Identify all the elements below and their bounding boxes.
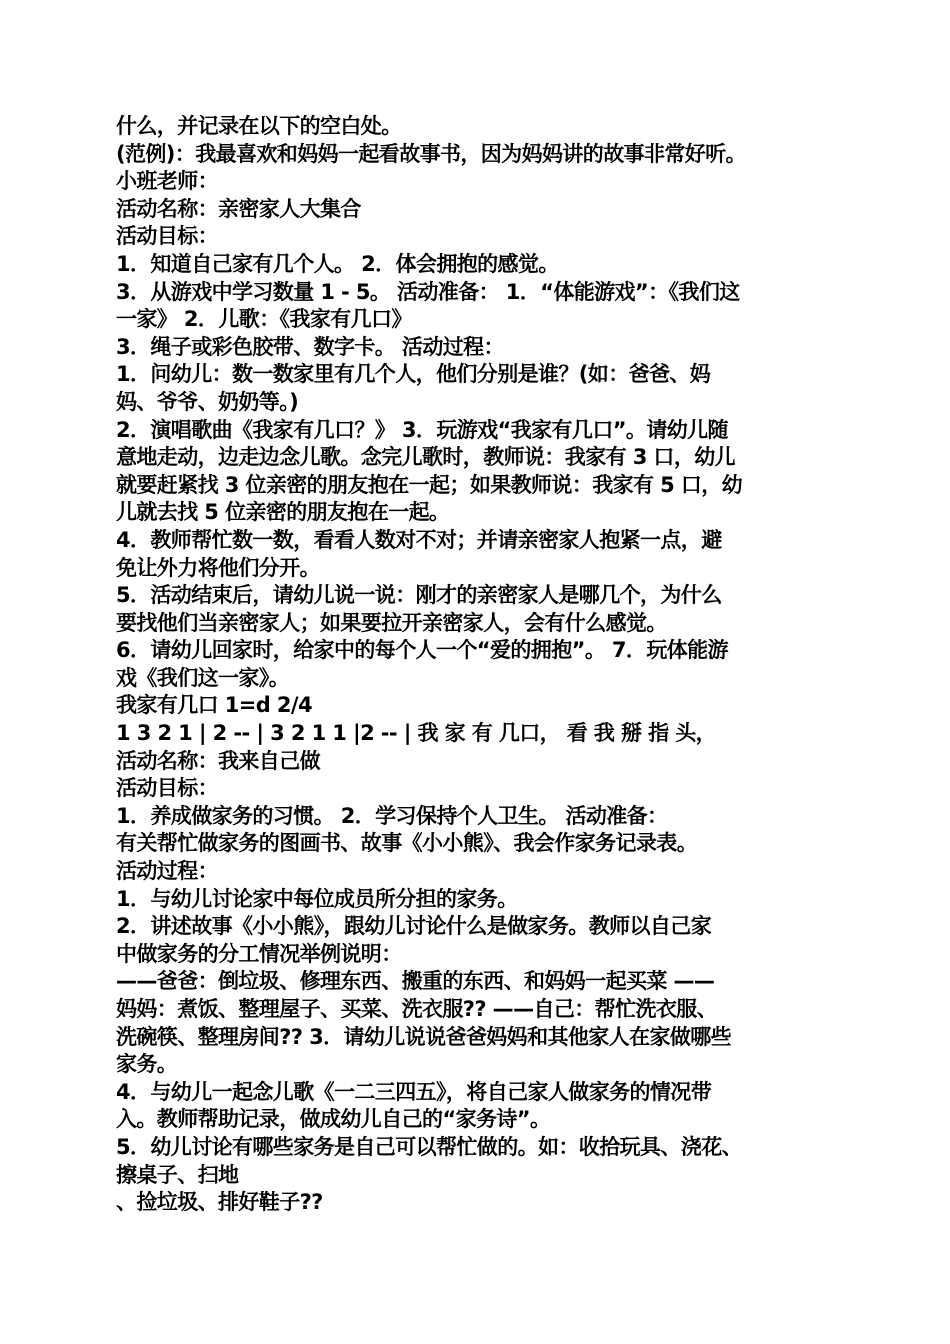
text-line: 擦桌子、扫地 xyxy=(116,1162,239,1187)
text-line: 4．与幼儿一起念儿歌《一二三四五》，将自己家人做家务的情况带 xyxy=(116,1079,712,1104)
text-line: 3．绳子或彩色胶带、数字卡。 活动过程： xyxy=(116,334,504,359)
song-notation-line: 1 3 2 1 | 2 -- | 3 2 1 1 |2 -- | 我 家 有 几口， 看 我 掰 指 头， xyxy=(116,721,717,746)
text-line: 什么，并记录在以下的空白处。 xyxy=(116,114,402,138)
text-line: 2．演唱歌曲《我家有几口？》 3．玩游戏“我家有几口”。请幼儿随 xyxy=(116,417,728,442)
text-line: 有关帮忙做家务的图画书、故事《小小熊》、我会作家务记录表。 xyxy=(116,831,698,856)
text-line: 1．与幼儿讨论家中每位成员所分担的家务。 xyxy=(116,886,518,911)
document-body xyxy=(116,113,846,1217)
text-line: 妈妈：煮饭、整理屋子、买菜、洗衣服?? ——自己：帮忙洗衣服、 xyxy=(116,997,718,1021)
text-line: 活动过程： xyxy=(116,859,218,884)
text-line: 小班老师： xyxy=(116,169,218,194)
text-line: 入。教师帮助记录，做成幼儿自己的“家务诗”。 xyxy=(116,1107,551,1132)
text-line: 一家》 2．儿歌：《我家有几口》 xyxy=(116,307,412,332)
text-line: 妈、爷爷、奶奶等。) xyxy=(116,389,299,414)
text-line: 活动名称：亲密家人大集合 xyxy=(116,196,361,221)
text-line: 要找他们当亲密家人；如果要拉开亲密家人，会有什么感觉。 xyxy=(116,610,667,635)
text-line: 3．从游戏中学习数量 1 - 5。 活动准备： 1．“体能游戏”：《我们这 xyxy=(116,279,740,304)
text-line: 家务。 xyxy=(116,1052,178,1077)
text-line: 4．教师帮忙数一数，看看人数对不对；并请亲密家人抱紧一点，避 xyxy=(116,527,722,552)
text-line: 中做家务的分工情况举例说明： xyxy=(116,941,402,966)
text-line: 洗碗筷、整理房间?? 3．请幼儿说说爸爸妈妈和其他家人在家做哪些 xyxy=(116,1024,732,1049)
text-line: 6．请幼儿回家时，给家中的每个人一个“爱的拥抱”。 7．玩体能游 xyxy=(116,638,728,663)
text-line: 5．活动结束后，请幼儿说一说：刚才的亲密家人是哪几个，为什么 xyxy=(116,583,722,608)
text-line: 、捡垃圾、排好鞋子?? xyxy=(116,1190,323,1215)
text-line: 活动目标： xyxy=(116,776,218,801)
text-line: ——爸爸：倒垃圾、修理东西、搬重的东西、和妈妈一起买菜 —— xyxy=(116,969,715,994)
text-line: 就要赶紧找 3 位亲密的朋友抱在一起；如果教师说：我家有 5 口，幼 xyxy=(116,472,743,497)
text-line: 儿就去找 5 位亲密的朋友抱在一起。 xyxy=(116,500,450,525)
text-line: 免让外力将他们分开。 xyxy=(116,555,320,580)
text-line: 2．讲述故事《小小熊》，跟幼儿讨论什么是做家务。教师以自己家 xyxy=(116,914,712,939)
song-title-line: 我家有几口 1=d 2/4 xyxy=(116,693,312,718)
text-line: 1．知道自己家有几个人。 2．体会拥抱的感觉。 xyxy=(116,251,559,276)
text-line: 1．问幼儿：数一数家里有几个人，他们分别是谁？(如：爸爸、妈 xyxy=(116,362,711,387)
text-line: 5．幼儿讨论有哪些家务是自己可以帮忙做的。如：收拾玩具、浇花、 xyxy=(116,1134,743,1159)
text-line: 活动目标： xyxy=(116,224,218,249)
text-line: 活动名称：我来自己做 xyxy=(116,748,320,773)
text-line: 意地走动，边走边念儿歌。念完儿歌时，教师说：我家有 3 口，幼儿 xyxy=(116,445,736,470)
text-line: 戏《我们这一家》。 xyxy=(116,665,290,690)
text-line: (范例)：我最喜欢和妈妈一起看故事书，因为妈妈讲的故事非常好听。 xyxy=(116,141,746,166)
text-line: 1．养成做家务的习惯。 2．学习保持个人卫生。 活动准备： xyxy=(116,803,668,828)
